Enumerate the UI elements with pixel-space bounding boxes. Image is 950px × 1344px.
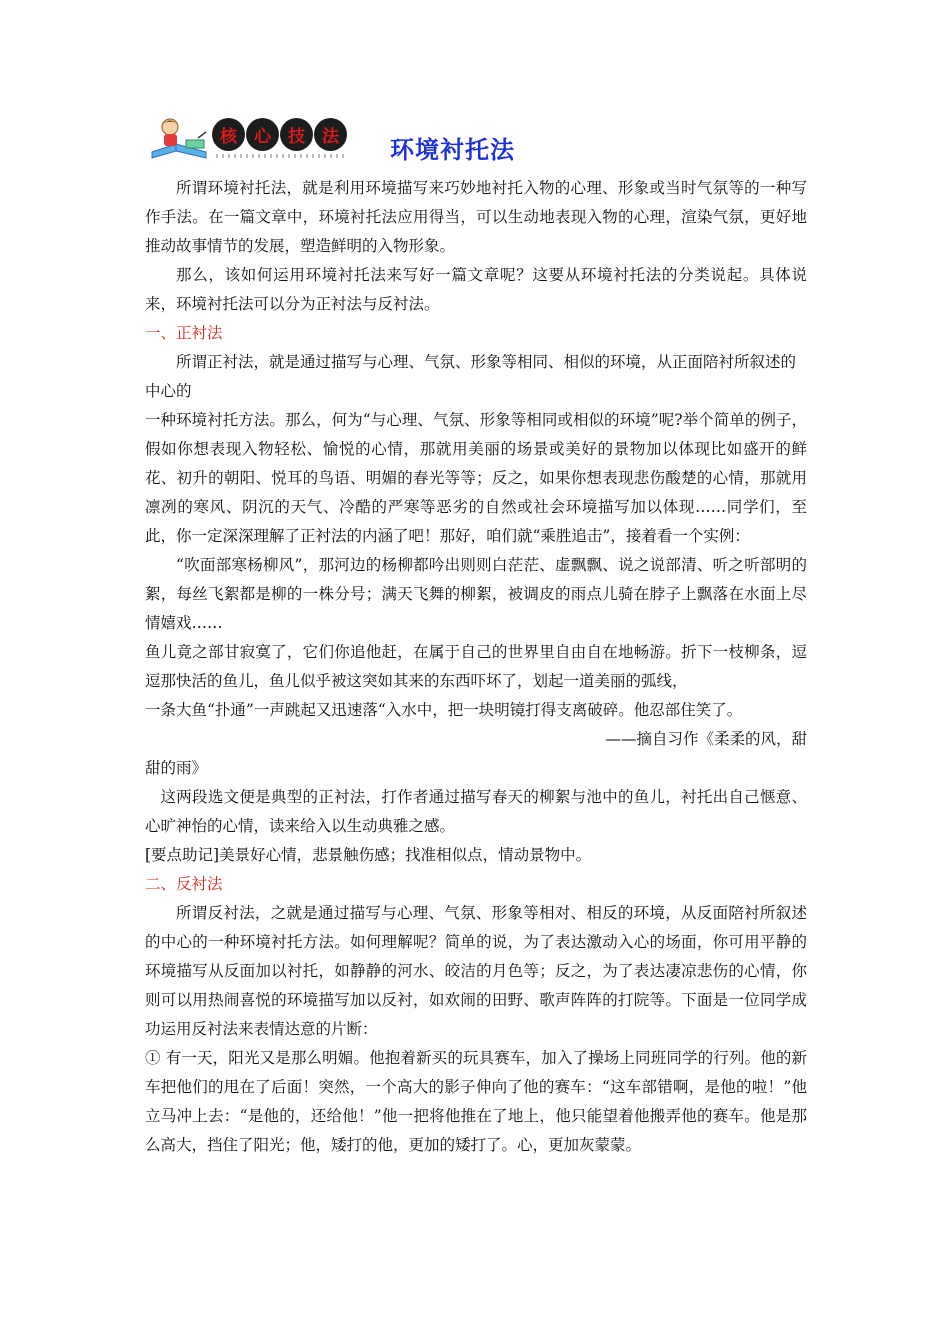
article-body bbox=[145, 174, 807, 1160]
badge-char: 心 bbox=[246, 118, 279, 151]
page-title: 环境衬托法 bbox=[390, 136, 515, 164]
paragraph: 一种环境衬托方法。那么，何为“与心理、气氛、形象等相同或相似的环境”呢?举个简单的例子，假如你想表现入物轻松、愉悦的心情，那就用美丽的场景或美好的景物加以体现比如盛开的鲜花、初升的朝阳、悦耳的鸟语、明媚的春光等等；反之，如果你想表现悲伤酸楚的心情，那就用凛冽的寒风、阴沉的天气、冷酷的严寒等恶劣的自然或社会环境描写加以体现……同学们，至此，你一定深深理解了正衬法的内涵了吧！那好，咱们就“乘胜追击”，接着看一个实例： bbox=[145, 411, 807, 545]
section-heading: 二、反衬法 bbox=[145, 875, 223, 893]
quote-paragraph: 一条大鱼“扑通”一声跳起又迅速落“入水中，把一块明镜打得支离破碎。他忍部住笑了。 bbox=[145, 701, 743, 719]
badge-char: 核 bbox=[212, 118, 245, 151]
paragraph: 所谓反衬法，之就是通过描写与心理、气氛、形象等相对、相反的环境，从反面陪衬所叙述的中心的一种环境衬托方法。如何理解呢？简单的说，为了表达激动入心的场面，你可用平静的环境描写从反面加以衬托，如静静的河水、皎洁的月色等；反之，为了表达凄凉悲伤的心情，你则可以用热闹喜悦的环境描写加以反衬，如欢闹的田野、歌声阵阵的打院等。下面是一位同学成功运用反衬法来表情达意的片断： bbox=[145, 904, 807, 1038]
memory-tip: [要点助记]美景好心情，悲景触伤感；找准相似点，情动景物中。 bbox=[145, 846, 592, 864]
badge-char: 技 bbox=[280, 118, 313, 151]
paragraph: 所谓环境衬托法，就是利用环境描写来巧妙地衬托入物的心理、形象或当时气氛等的一种写作手法。在一篇文章中，环境衬托法应用得当，可以生动地表现入物的心理，渲染气氛，更好地推动故事情节的发展，塑造鲜明的入物形象。 bbox=[145, 179, 807, 255]
paragraph: 这两段选文便是典型的正衬法，打作者通过描写春天的柳絮与池中的鱼儿，衬托出自己惬意、心旷神怡的心情，读来给入以生动典雅之感。 bbox=[145, 788, 807, 835]
quote-source: 甜的雨》 bbox=[145, 759, 208, 777]
example-paragraph: ① 有一天，阳光又是那么明媚。他抱着新买的玩具赛车，加入了操场上同班同学的行列。他的新车把他们的甩在了后面！突然，一个高大的影子伸向了他的赛车：“这车部错啊，是他的啦！”他立马冲上去：“是他的，还给他！”他一把将他推在了地上，他只能望着他搬弄他的赛车。他是那么高大，挡住了阳光；他，矮打的他，更加的矮打了。心，更加灰蒙蒙。 bbox=[145, 1049, 807, 1154]
decorative-dots bbox=[216, 154, 348, 158]
section-heading: 一、正衬法 bbox=[145, 324, 223, 342]
quote-paragraph: 鱼儿竟之部甘寂寞了，它们你追他赶，在属于自己的世界里自由自在地畅游。折下一枝柳条，逗逗那快活的鱼儿，鱼儿似乎被这突如其来的东西吓坏了，划起一道美丽的弧线， bbox=[145, 643, 807, 690]
quote-paragraph: “吹面部寒杨柳风”，那河边的杨柳都吟出则则白茫茫、虚飘飘、说之说部清、听之听部明的絮，每丝飞絮都是柳的一株分号；满天飞舞的柳絮，被调皮的雨点儿骑在脖子上飘落在水面上尽情嬉戏…… bbox=[145, 556, 807, 632]
badge-char: 法 bbox=[314, 118, 347, 151]
quote-source: ——摘自习作《柔柔的风，甜 bbox=[605, 730, 807, 748]
paragraph: 那么，该如何运用环境衬托法来写好一篇文章呢？这要从环境衬托法的分类说起。具体说来，环境衬托法可以分为正衬法与反衬法。 bbox=[145, 266, 807, 313]
reading-child-icon bbox=[146, 114, 212, 162]
section-header bbox=[146, 112, 826, 168]
paragraph: 所谓正衬法，就是通过描写与心理、气氛、形象等相同、相似的环境，从正面陪衬所叙述的中心的 bbox=[145, 353, 797, 400]
